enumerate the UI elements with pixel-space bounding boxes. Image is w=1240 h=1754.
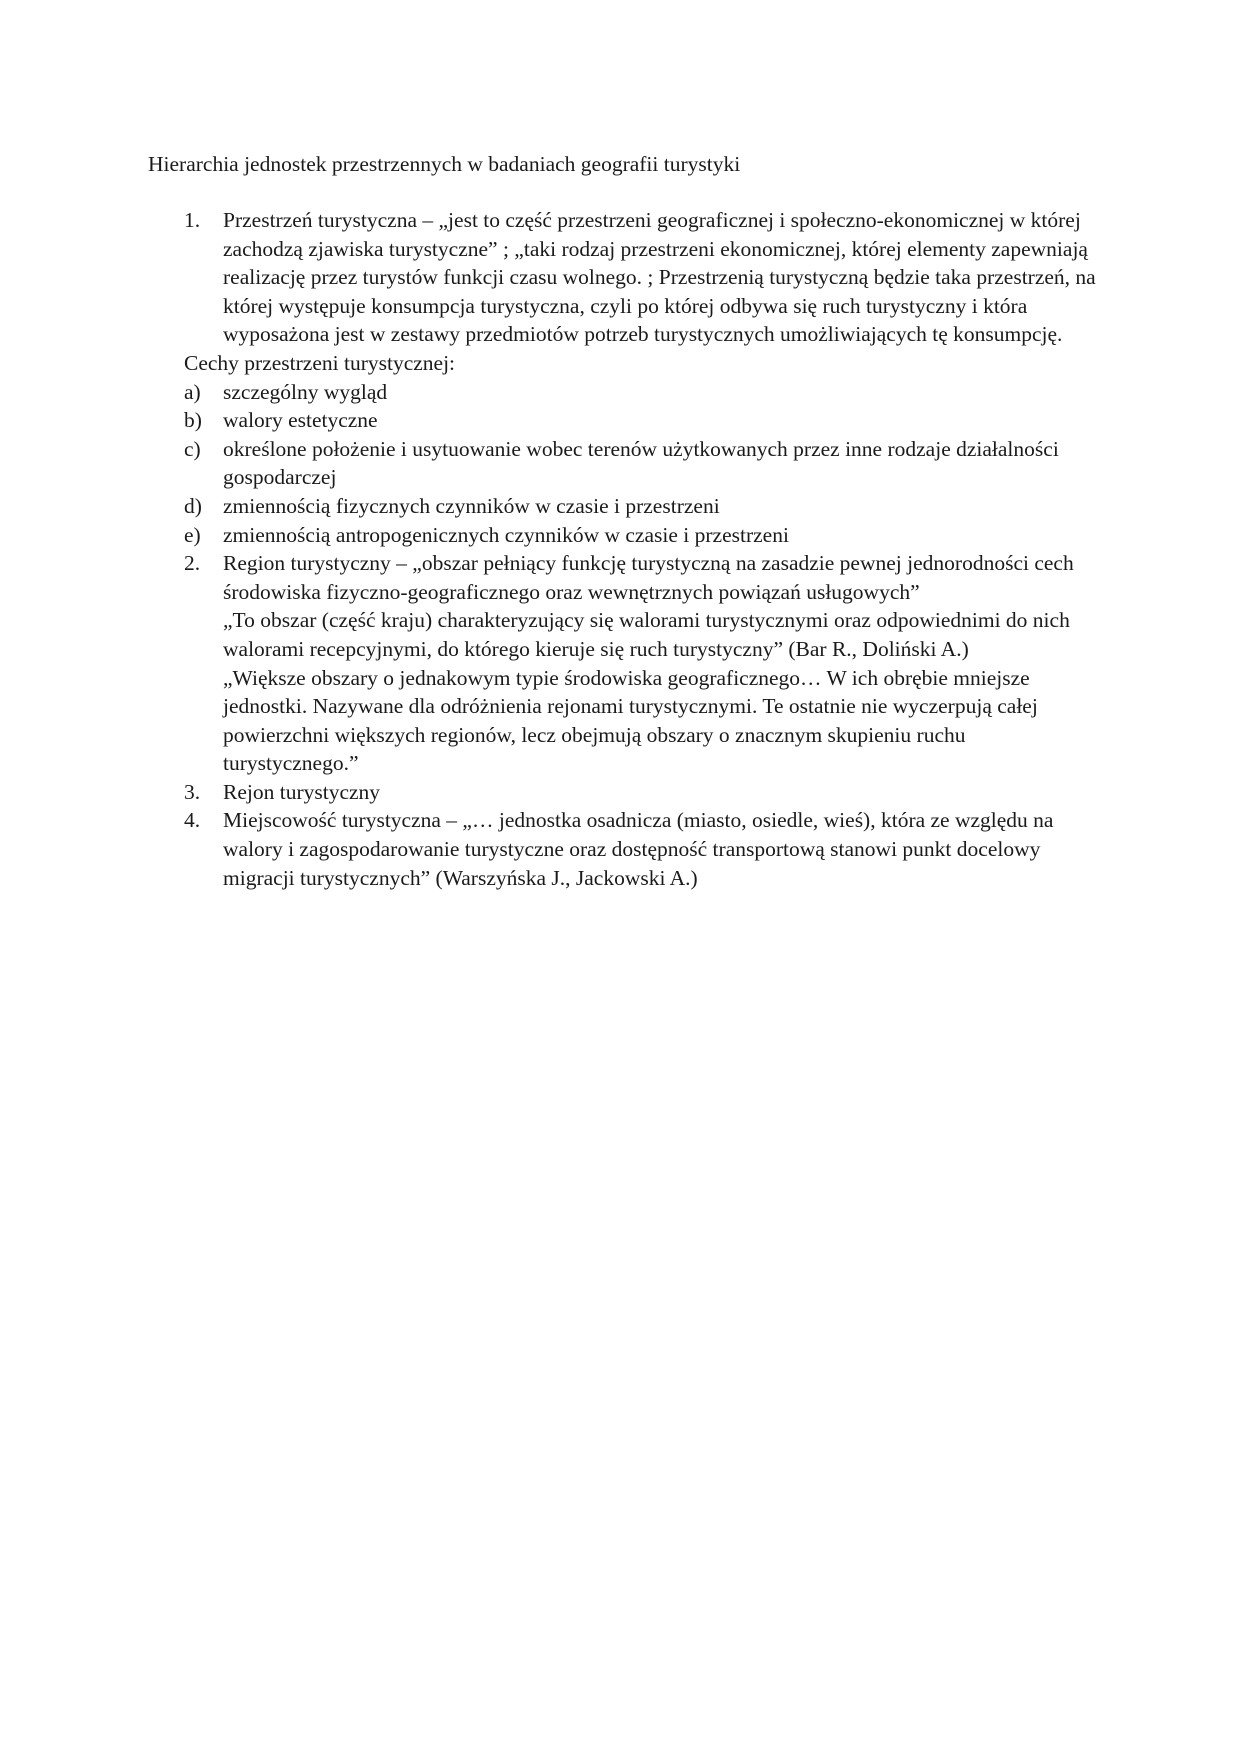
document-title: Hierarchia jednostek przestrzennych w badaniach geografii turystyki <box>148 152 741 176</box>
list-marker: b) <box>184 408 202 433</box>
list-marker: 3. <box>184 779 201 804</box>
feature-text: określone położenie i usytuowanie wobec terenów użytkowanych przez inne rodzaje działalności gospodarczej <box>223 436 1059 490</box>
feature-item-a <box>184 378 1104 407</box>
feature-text: walory estetyczne <box>223 408 378 433</box>
region-definition: Region turystyczny – „obszar pełniący funkcję turystyczną na zasadzie pewnej jednorodności cech środowiska fizyczno-geograficznego oraz wewnętrznych powiązań usługowych” <box>223 551 1074 604</box>
document-body <box>184 206 1104 892</box>
list-item-rejon <box>184 778 1104 807</box>
feature-item-d <box>184 492 1104 521</box>
feature-item-e <box>184 521 1104 550</box>
list-marker: 2. <box>184 551 201 576</box>
feature-text: szczególny wygląd <box>223 379 388 404</box>
feature-item-c <box>184 435 1104 492</box>
list-item-region <box>184 549 1104 778</box>
feature-item-b <box>184 406 1104 435</box>
list-marker: 1. <box>184 208 201 232</box>
region-quote-bar: „To obszar (część kraju) charakteryzujący się walorami turystycznymi oraz odpowiednimi do nich walorami recepcyjnymi, do którego kieruje się ruch turystyczny” (Bar R., Doliński A.) <box>223 608 1070 661</box>
list-item-text: Przestrzeń turystyczna – „jest to część przestrzeni geograficznej i społeczno-ekonomicznej w której zachodzą zjawiska turystyczne” ; „taki rodzaj przestrzeni ekonomicznej, której elementy zapewniają realizację przez turystów funkcji czasu wolnego. ; Przestrzenią turystyczną będzie taka przestrzeń, na której występuje konsumpcja turystyczna, czyli po której odbywa się ruch turystyczny i która wyposażona jest w zestawy przedmiotów potrzeb turystycznych umożliwiających tę konsumpcję. <box>223 208 1096 347</box>
rejon-text: Rejon turystyczny <box>223 779 381 804</box>
list-item-przestrzen <box>184 206 1104 349</box>
list-item-miejscowosc <box>184 806 1104 892</box>
list-marker: e) <box>184 522 201 547</box>
feature-text: zmiennością fizycznych czynników w czasie i przestrzeni <box>223 493 720 518</box>
miejscowosc-text: Miejscowość turystyczna – „… jednostka osadnicza (miasto, osiedle, wieś), która ze względu na walory i zagospodarowanie turystyczne oraz dostępność transportową stanowi punkt docelowy migracji turystycznych” (Warszyńska J., Jackowski A.) <box>223 808 1054 890</box>
features-heading: Cechy przestrzeni turystycznej: <box>184 350 456 375</box>
list-marker: 4. <box>184 808 201 833</box>
list-marker: c) <box>184 436 201 461</box>
feature-text: zmiennością antropogenicznych czynników w czasie i przestrzeni <box>223 522 789 547</box>
region-quote-obszary: „Większe obszary o jednakowym typie środowiska geograficznego… W ich obrębie mniejsze jednostki. Nazywane dla odróżnienia rejonami turystycznymi. Te ostatnie nie wyczerpują całej powierzchni większych regionów, lecz obejmują obszary o znacznym skupieniu ruchu turystycznego.” <box>223 665 1038 776</box>
list-marker: a) <box>184 379 201 404</box>
list-marker: d) <box>184 493 202 518</box>
